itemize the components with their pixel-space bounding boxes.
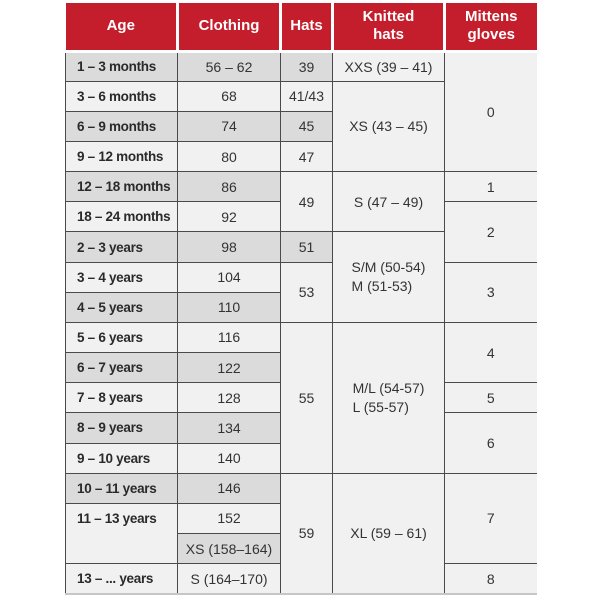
mittens-cell: 3 (445, 262, 537, 322)
hats-cell: 55 (281, 322, 333, 473)
table-header-row (66, 3, 537, 51)
age-cell: 7 – 8 years (66, 383, 178, 413)
mittens-cell: 1 (445, 172, 537, 202)
size-chart-table (65, 3, 537, 595)
knitted-hats-cell: XXS (39 – 41) (333, 51, 445, 81)
mittens-cell: 2 (445, 202, 537, 262)
mittens-cell: 7 (445, 473, 537, 563)
clothing-cell: 86 (178, 172, 281, 202)
table-row (66, 473, 537, 503)
age-cell: 9 – 10 years (66, 443, 178, 473)
mittens-cell: 6 (445, 413, 537, 473)
mittens-cell: 5 (445, 383, 537, 413)
clothing-cell: 116 (178, 322, 281, 352)
age-cell: 3 – 6 months (66, 81, 178, 111)
clothing-cell: 110 (178, 292, 281, 322)
column-header-age-label: Age (106, 16, 135, 34)
age-cell: 8 – 9 years (66, 413, 178, 443)
knitted-size-line: M/L (54-57) (352, 379, 425, 396)
clothing-cell: 134 (178, 413, 281, 443)
knitted-size-line: L (55-57) (352, 398, 409, 415)
clothing-cell: 80 (178, 141, 281, 171)
column-header-clothing-label: Clothing (198, 16, 260, 34)
hats-cell: 51 (281, 232, 333, 262)
age-cell: 1 – 3 months (66, 51, 178, 81)
knitted-hats-cell (333, 322, 445, 473)
clothing-cell: 146 (178, 473, 281, 503)
age-cell: 2 – 3 years (66, 232, 178, 262)
hats-cell: 45 (281, 111, 333, 141)
age-cell: 6 – 9 months (66, 111, 178, 141)
clothing-cell: 152 (178, 503, 281, 533)
age-cell: 11 – 13 years (66, 503, 178, 563)
clothing-cell: 74 (178, 111, 281, 141)
mittens-cell: 0 (445, 51, 537, 172)
age-cell: 6 – 7 years (66, 353, 178, 383)
age-cell: 3 – 4 years (66, 262, 178, 292)
knitted-hats-cell: S (47 – 49) (333, 172, 445, 232)
clothing-cell: 104 (178, 262, 281, 292)
mittens-cell: 4 (445, 322, 537, 382)
column-header-hats-label: Hats (290, 16, 323, 34)
clothing-cell: 128 (178, 383, 281, 413)
clothing-cell: 98 (178, 232, 281, 262)
clothing-cell: 92 (178, 202, 281, 232)
age-cell: 13 – ... years (66, 564, 178, 594)
knitted-size-line: M (51-53) (351, 278, 413, 295)
table-row (66, 262, 537, 292)
age-cell: 18 – 24 months (66, 202, 178, 232)
hats-cell: 59 (281, 473, 333, 594)
column-header-knitted-hats (333, 3, 445, 51)
hats-cell: 41/43 (281, 81, 333, 111)
age-cell: 10 – 11 years (66, 473, 178, 503)
knitted-hats-cell: XL (59 – 61) (333, 473, 445, 594)
table-row (66, 51, 537, 81)
column-header-mittens-gloves-label: Mittens gloves (465, 7, 518, 44)
clothing-cell: 56 – 62 (178, 51, 281, 81)
column-header-clothing (178, 3, 281, 51)
knitted-hats-cell: XS (43 – 45) (333, 81, 445, 171)
knitted-size-line: S/M (50-54) (351, 259, 426, 276)
table-row (66, 322, 537, 352)
table-row (66, 172, 537, 202)
knitted-hats-sizes (353, 379, 425, 417)
hats-cell: 47 (281, 141, 333, 171)
age-cell: 12 – 18 months (66, 172, 178, 202)
column-header-age (66, 3, 178, 51)
hats-cell: 39 (281, 51, 333, 81)
clothing-cell: XS (158–164) (178, 534, 281, 564)
mittens-cell: 8 (445, 564, 537, 594)
clothing-cell: 140 (178, 443, 281, 473)
age-cell: 4 – 5 years (66, 292, 178, 322)
column-header-hats (281, 3, 333, 51)
hats-cell: 49 (281, 172, 333, 232)
hats-cell: 53 (281, 262, 333, 322)
knitted-hats-cell (333, 232, 445, 322)
column-header-knitted-hats-label: Knitted hats (362, 7, 415, 44)
clothing-cell: S (164–170) (178, 564, 281, 594)
clothing-cell: 122 (178, 353, 281, 383)
knitted-hats-sizes (352, 258, 426, 296)
column-header-mittens-gloves (445, 3, 537, 51)
clothing-cell: 68 (178, 81, 281, 111)
age-cell: 5 – 6 years (66, 322, 178, 352)
age-cell: 9 – 12 months (66, 141, 178, 171)
